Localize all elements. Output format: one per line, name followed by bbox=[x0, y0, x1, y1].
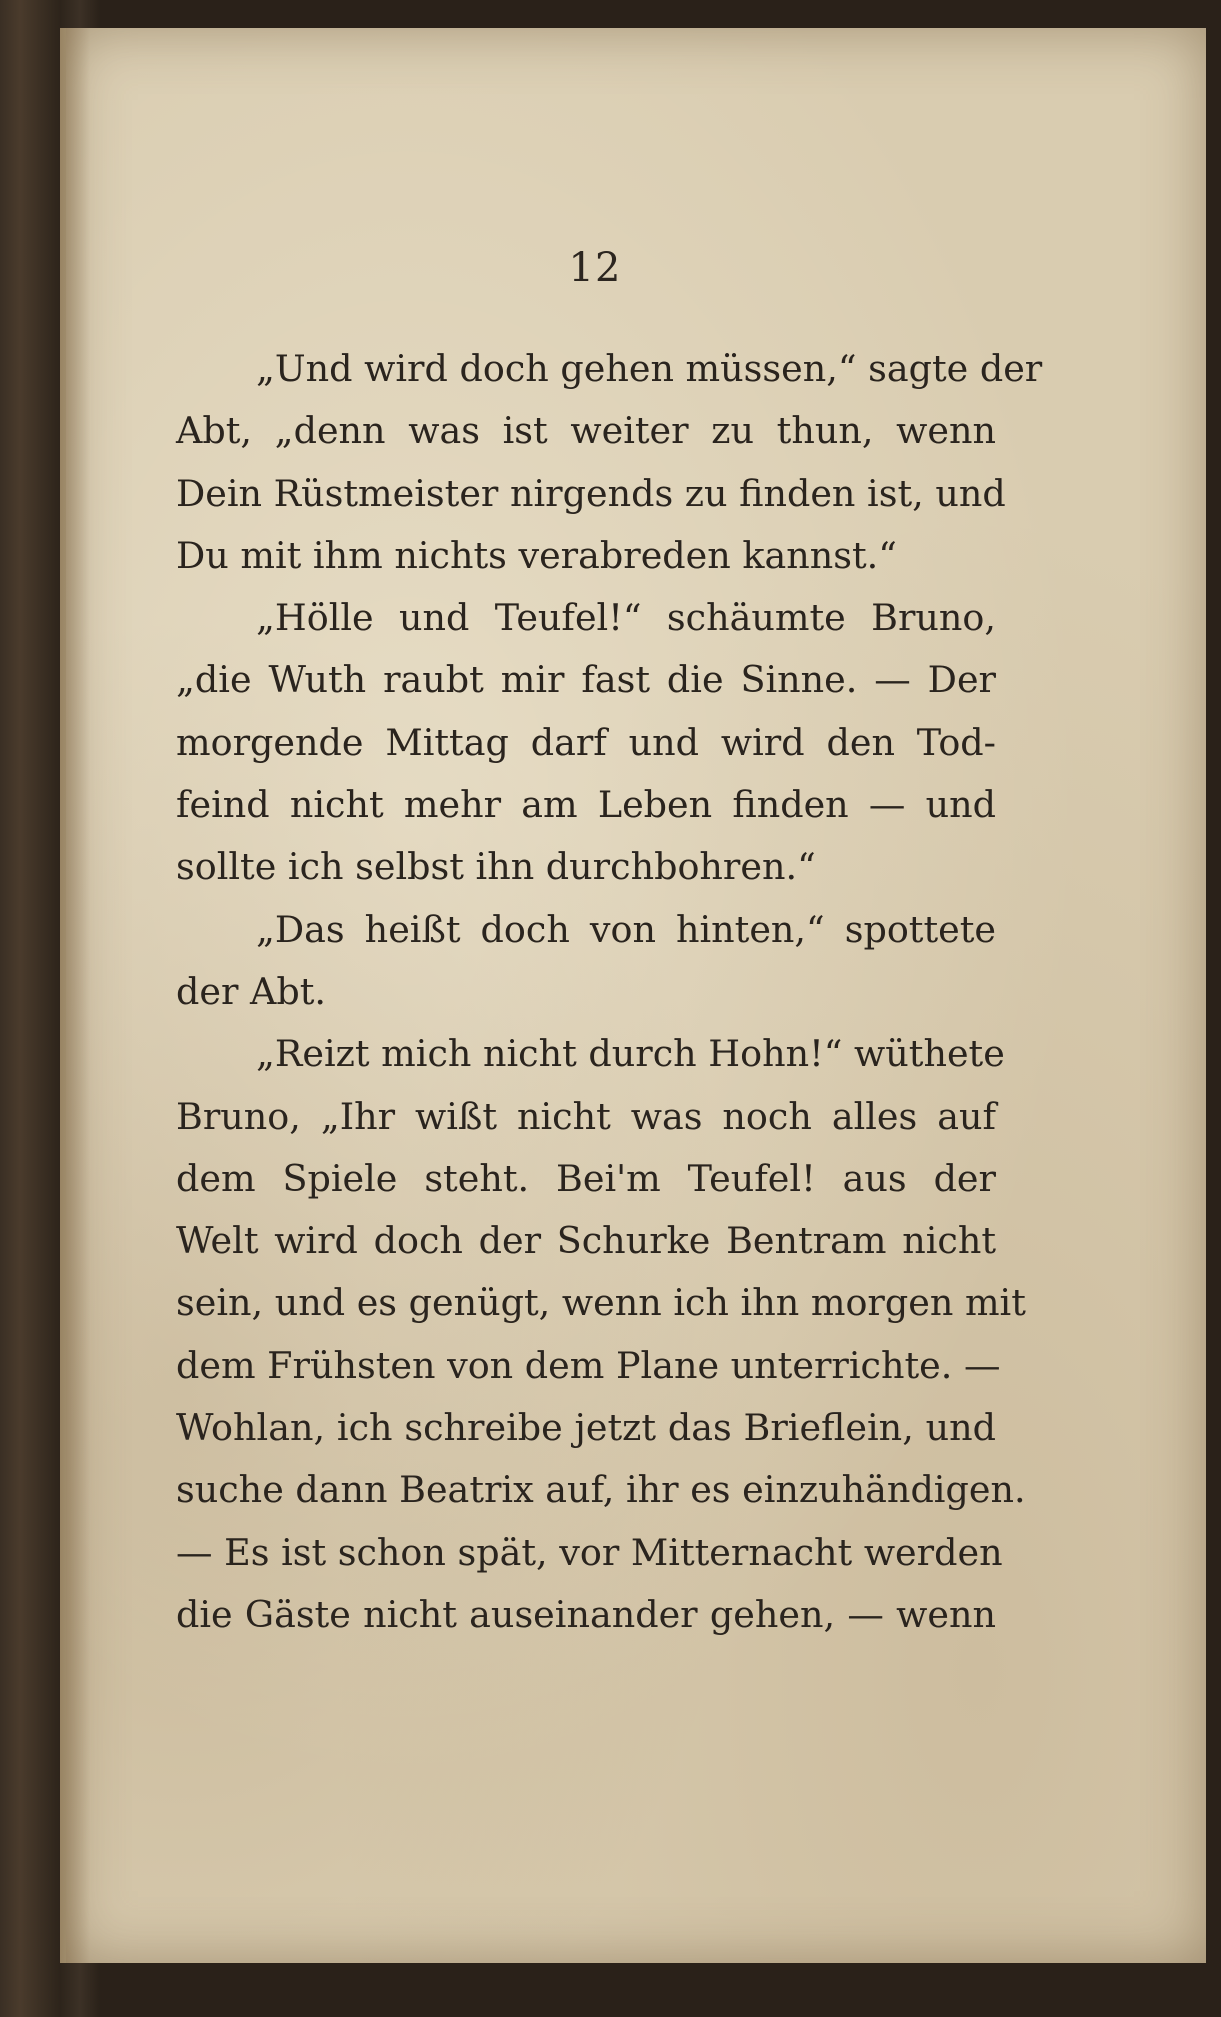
text-line: Du mit ihm nichts verabreden kannst.“ bbox=[176, 533, 897, 577]
text-line: Abt, „denn was ist weiter zu thun, wenn bbox=[176, 409, 996, 453]
text-line: sein, und es genügt, wenn ich ihn morgen mit bbox=[176, 1281, 1026, 1325]
text-line: „Das heißt doch von hinten,“ spottete bbox=[256, 907, 996, 951]
text-line: die Gäste nicht auseinander gehen, — wenn bbox=[176, 1592, 996, 1636]
text-line: suche dann Beatrix auf, ihr es einzuhändigen. bbox=[176, 1468, 1026, 1512]
text-line: sollte ich selbst ihn durchbohren.“ bbox=[176, 845, 816, 889]
text-line: dem Frühsten von dem Plane unterrichte. — bbox=[176, 1343, 1001, 1387]
text-line: feind nicht mehr am Leben finden — und bbox=[176, 783, 996, 827]
text-line: Dein Rüstmeister nirgends zu finden ist, und bbox=[176, 471, 1006, 515]
text-line: „Reizt mich nicht durch Hohn!“ wüthete bbox=[256, 1032, 1005, 1076]
text-line: morgende Mittag darf und wird den Tod- bbox=[176, 720, 996, 764]
page-gutter-shadow bbox=[60, 28, 90, 1963]
page-number: 12 bbox=[568, 245, 622, 291]
text-line: — Es ist schon spät, vor Mitternacht werden bbox=[176, 1530, 1003, 1574]
body-text bbox=[176, 338, 1043, 1646]
text-line: Welt wird doch der Schurke Bentram nicht bbox=[176, 1219, 996, 1263]
text-line: dem Spiele steht. Bei'm Teufel! aus der bbox=[176, 1156, 996, 1200]
text-line: der Abt. bbox=[176, 969, 327, 1013]
text-line: Wohlan, ich schreibe jetzt das Brieflein, und bbox=[176, 1406, 996, 1450]
text-line: „Hölle und Teufel!“ schäumte Bruno, bbox=[256, 596, 996, 640]
text-line: Bruno, „Ihr wißt nicht was noch alles auf bbox=[176, 1094, 996, 1138]
text-line: „Und wird doch gehen müssen,“ sagte der bbox=[256, 347, 1043, 390]
text-line: „die Wuth raubt mir fast die Sinne. — Der bbox=[176, 658, 996, 702]
